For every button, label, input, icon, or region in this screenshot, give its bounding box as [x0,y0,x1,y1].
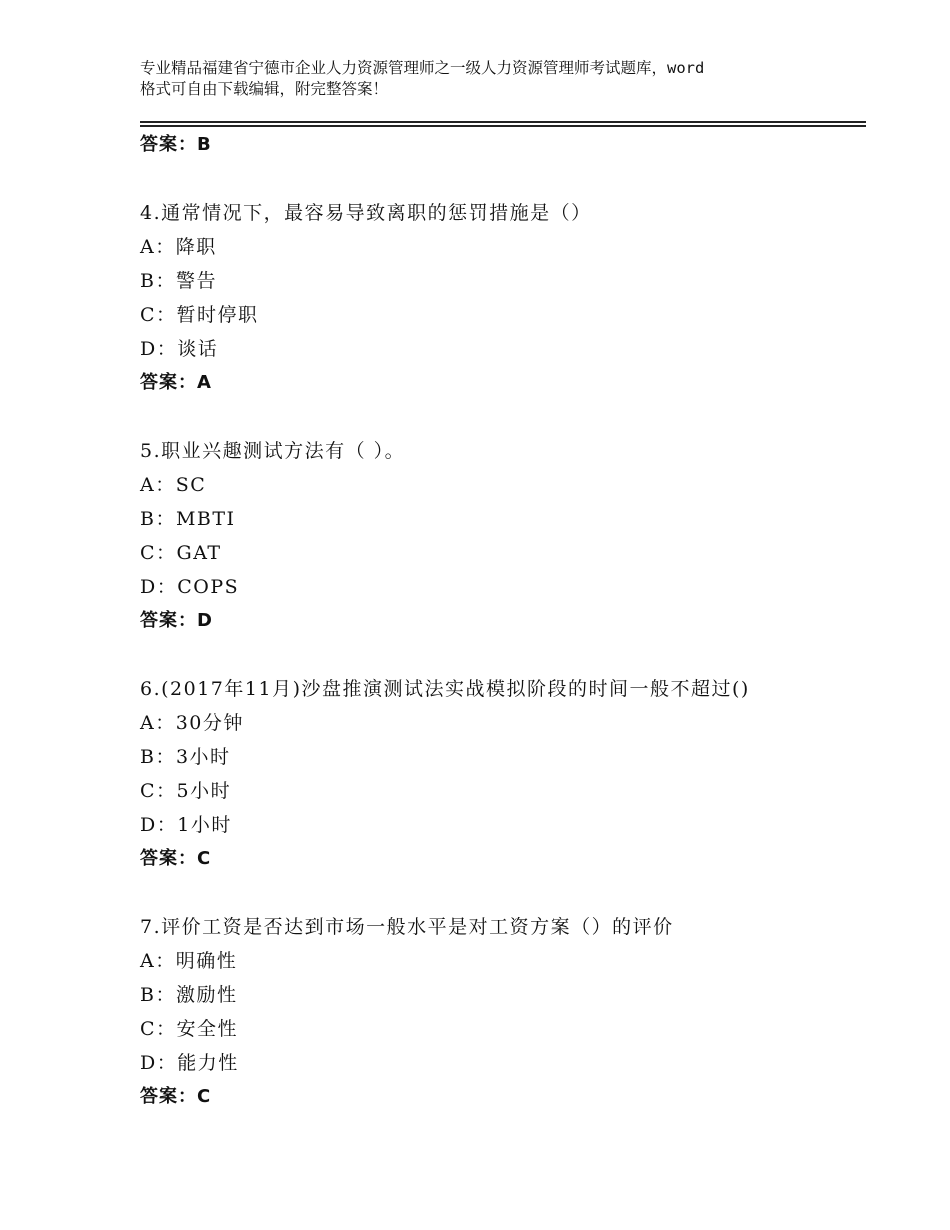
answer-line: 答案：D [140,610,213,631]
question-text: 5.职业兴趣测试方法有（ ）。 [140,440,406,462]
question-text: 6.(2017年11月)沙盘推演测试法实战模拟阶段的时间一般不超过() [140,678,750,700]
option-a: A：SC [140,474,207,496]
option-c: C：安全性 [140,1018,239,1040]
option-d: D：COPS [140,576,240,598]
question-block [140,672,860,876]
answer-line: 答案：A [140,372,212,393]
option-a: A：30分钟 [140,712,244,734]
option-b: B：警告 [140,270,217,292]
option-d: D：1小时 [140,814,232,836]
question-text: 4.通常情况下，最容易导致离职的惩罚措施是（） [140,202,592,224]
option-c: C：GAT [140,542,222,564]
question-list [140,128,860,1114]
answer-line: 答案：B [140,134,212,155]
question-block [140,196,860,400]
question-text: 7.评价工资是否达到市场一般水平是对工资方案（）的评价 [140,916,674,938]
answer-line: 答案：C [140,848,212,869]
option-a: A：明确性 [140,950,238,972]
document-header [140,58,830,100]
option-b: B：3小时 [140,746,231,768]
option-b: B：激励性 [140,984,238,1006]
header-divider-bottom [140,125,866,127]
option-a: A：降职 [140,236,217,258]
option-c: C：暂时停职 [140,304,259,326]
answer-line: 答案：C [140,1086,212,1107]
header-line-1: 专业精品福建省宁德市企业人力资源管理师之一级人力资源管理师考试题库，word [140,59,705,77]
header-line-2: 格式可自由下载编辑，附完整答案！ [140,80,389,98]
option-c: C：5小时 [140,780,232,802]
question-block [140,434,860,638]
option-d: D：谈话 [140,338,219,360]
option-b: B：MBTI [140,508,236,530]
option-d: D：能力性 [140,1052,239,1074]
header-divider-top [140,121,866,123]
question-block [140,910,860,1114]
